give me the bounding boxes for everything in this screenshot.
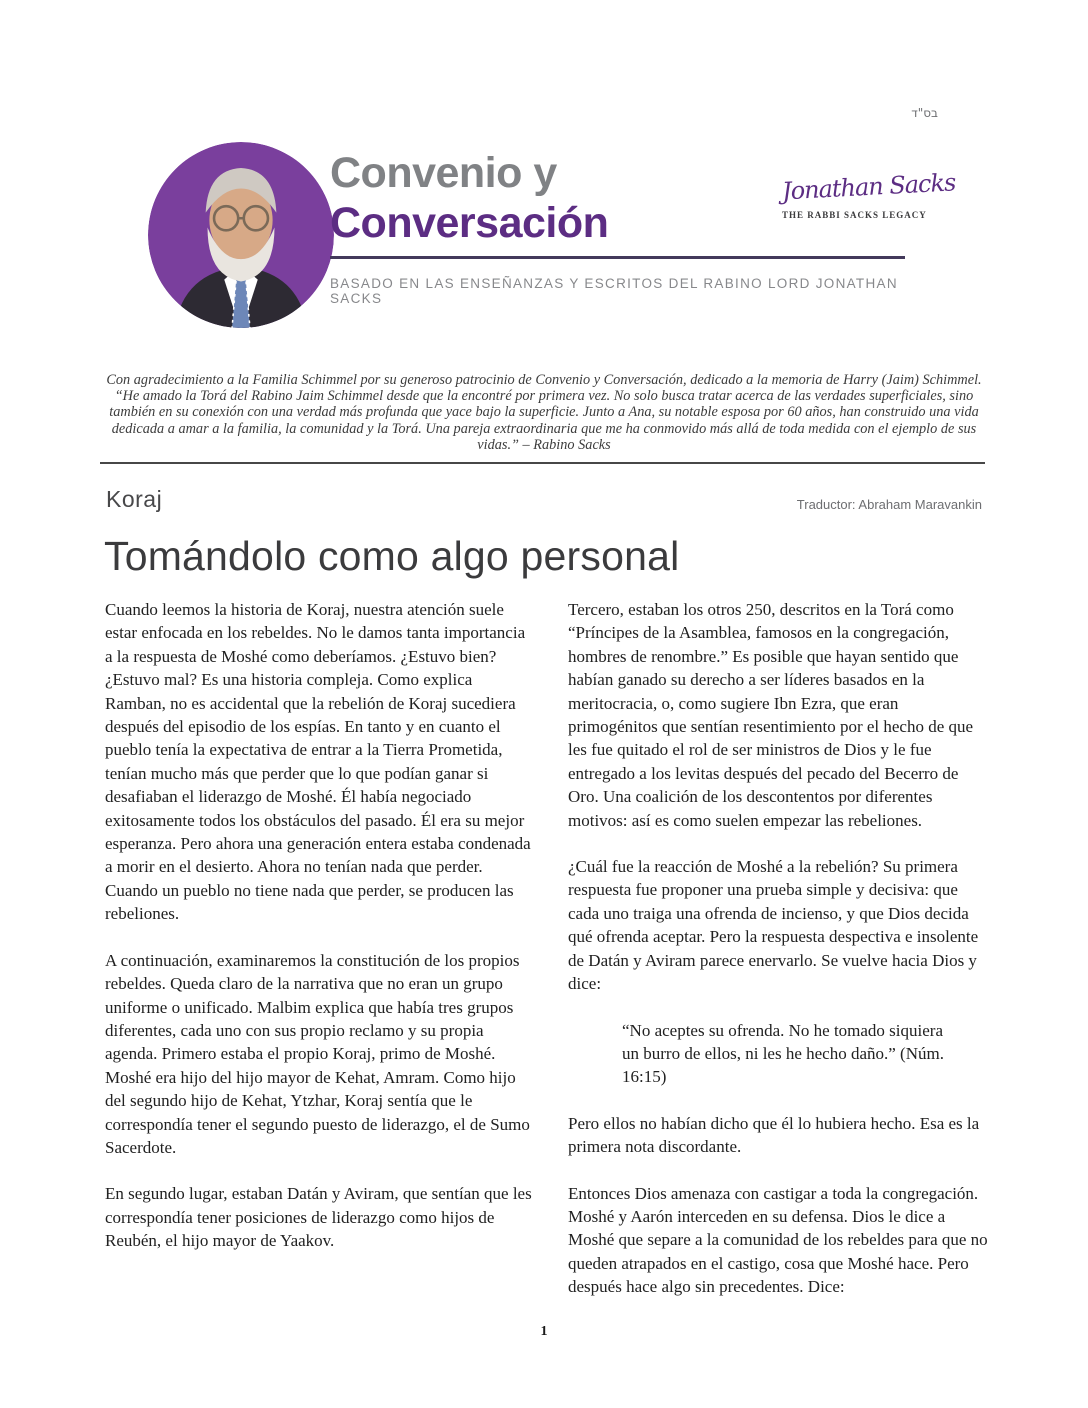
paragraph: Tercero, estaban los otros 250, descritos en la Torá como “Príncipes de la Asamblea, famosos en la congregación, hombres de renombre.” Es posible que hayan sentido que habían ganado su derecho a ser líderes basados en la meritocracia, o, como sugiere Ibn Ezra, que eran primogénitos que sentían resentimiento por el hecho de que les fue quitado el rol de ser ministros de Dios y le fue entregado a los levitas después del pecado del Becerro de Oro. Una coalición de los descontentos por diferentes motivos: así es como suelen empezar las rebeliones. — [568, 600, 974, 830]
right-column — [568, 598, 990, 1322]
page-number: 1 — [540, 1324, 548, 1339]
torah-quote: “No aceptes su ofrenda. No he tomado siquiera un burro de ellos, ni les he hecho daño.” (Núm. 16:15) — [622, 1020, 944, 1087]
paragraph: Cuando leemos la historia de Koraj, nuestra atención suele estar enfocada en los rebeldes. No le damos tanta importancia a la respuesta de Moshé como deberíamos. ¿Estuvo bien? ¿Estuvo mal? Es una historia compleja. Como explica Ramban, no es accidental que la rebelión de Koraj sucediera después del episodio de los espías. En tanto y en cuanto el pueblo tenía la expectativa de entrar a la Tierra Prometida, tenían mucho más que perder que lo que podían ganar si desafiaban el liderazgo de Moshé. Él había negociado exitosamente todos los obstáculos del pasado. Él era su mejor esperanza. Pero ahora una generación entera estaba condenada a morir en el desierto. Ahora no tenían nada que perder. Cuando un pueblo no tiene nada que perder, se producen las rebeliones. — [105, 600, 531, 924]
section-divider — [100, 462, 985, 464]
parsha-name: Koraj — [106, 486, 163, 512]
portrait-illustration — [148, 142, 334, 328]
left-column — [105, 598, 533, 1276]
paragraph: A continuación, examinaremos la constitución de los propios rebeldes. Queda claro de la narrativa que no eran un grupo uniforme o unificado. Malbim explica que había tres grupos diferentes, cada uno con sus propio reclamo y su propia agenda. Primero estaba el propio Koraj, primo de Moshé. Moshé era hijo del hijo mayor de Kehat, Amram. Como hijo del segundo hijo de Kehat, Ytzhar, Koraj sentía que le correspondía tener el segundo puesto de liderazgo, el de Sumo Sacerdote. — [105, 950, 530, 1157]
paragraph: Entonces Dios amenaza con castigar a toda la congregación. Moshé y Aarón interceden en su defensa. Dios le dice a Moshé que separe a la comunidad de los rebeldes para que no queden atrapados en el castigo, cosa que Moshé hace. Pero después hace algo sin precedentes. Dice: — [568, 1183, 988, 1297]
article-title: Tomándolo como algo personal — [104, 533, 680, 579]
rabbi-sacks-portrait — [148, 142, 334, 328]
jonathan-sacks-signature: Jonathan Sacks — [781, 168, 956, 206]
masthead-divider — [330, 256, 905, 259]
masthead-title-line1: Convenio y — [330, 149, 557, 197]
paragraph: En segundo lugar, estaban Datán y Aviram, que sentían que les correspondía tener posiciones de liderazgo como hijos de Reubén, el hijo mayor de Yaakov. — [105, 1184, 532, 1251]
hebrew-dedication-mark: בס"ד — [911, 106, 938, 120]
paragraph: Pero ellos no habían dicho que él lo hubiera hecho. Esa es la primera nota discordante. — [568, 1113, 980, 1157]
masthead-subtitle: BASADO EN LAS ENSEÑANZAS Y ESCRITOS DEL RABINO LORD JONATHAN SACKS — [330, 276, 898, 306]
masthead-title — [330, 148, 608, 248]
rabbi-sacks-legacy-logo — [781, 168, 956, 220]
translator-credit: Traductor: Abraham Maravankin — [796, 497, 982, 512]
dedication-paragraph: Con agradecimiento a la Familia Schimmel por su generoso patrocinio de Convenio y Conversación, dedicado a la memoria de Harry (Jaim) Schimmel. “He amado la Torá del Rabino Jaim Schimmel desde que la encontré por primera vez. No solo busca tratar acerca de las verdades superficiales, sino también en su conexión con una verdad más profunda que yace bajo la superficie. Junto a Ana, su notable esposa por 60 años, han construido una vida dedicada a amar a la familia, la comunidad y la Torá. Una pareja extraordinaria que me ha conmovido más allá de toda medida con el ejemplo de sus vidas.” – Rabino Sacks — [106, 372, 982, 453]
masthead-title-line2: Conversación — [330, 199, 609, 247]
legacy-logo-caption: THE RABBI SACKS LEGACY — [782, 210, 927, 220]
paragraph: ¿Cuál fue la reacción de Moshé a la rebelión? Su primera respuesta fue proponer una prueba simple y decisiva: que cada uno traiga una ofrenda de incienso, y que Dios decida qué ofrenda aceptar. Pero la respuesta despectiva e insolente de Datán y Aviram parece enervarlo. Se vuelve hacia Dios y dice: — [568, 857, 979, 994]
